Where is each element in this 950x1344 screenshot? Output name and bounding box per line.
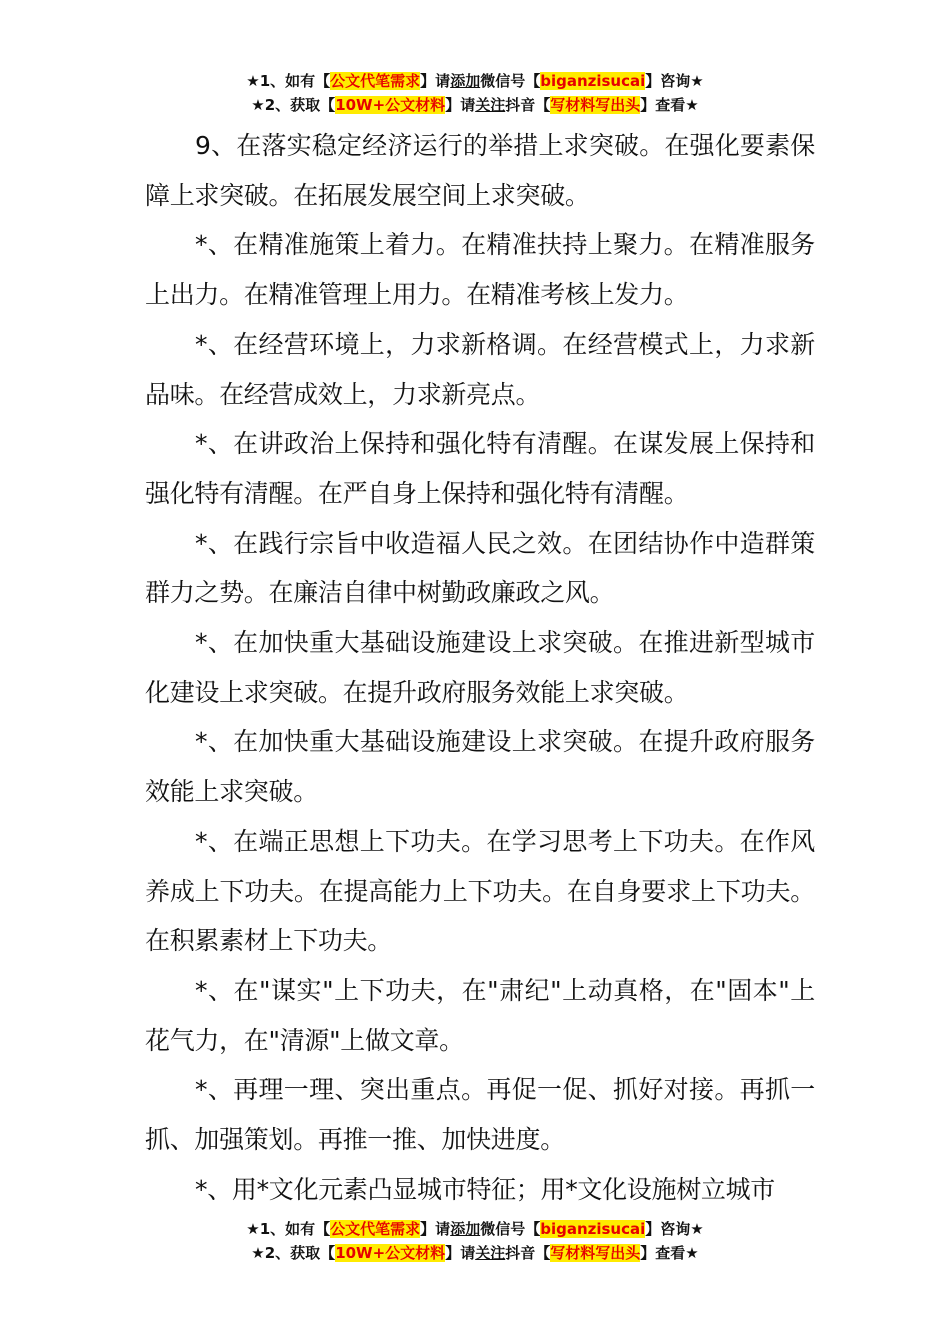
banner-text: ★2、获取【 xyxy=(251,96,336,114)
banner-text: 】请 xyxy=(445,96,476,114)
paragraph: 9、在落实稳定经济运行的举措上求突破。在强化要素保障上求突破。在拓展发展空间上求突破。 xyxy=(145,131,815,210)
banner-highlight: 公文代笔需求 xyxy=(330,72,421,90)
paragraph: *、在端正思想上下功夫。在学习思考上下功夫。在作风养成上下功夫。在提高能力上下功夫。在自身要求上下功夫。在积累素材上下功夫。 xyxy=(145,826,815,956)
document-body xyxy=(145,121,815,1214)
paragraph: *、在讲政治上保持和强化特有清醒。在谋发展上保持和强化特有清醒。在严自身上保持和强化特有清醒。 xyxy=(145,429,815,508)
banner-highlight: 10W+公文材料 xyxy=(335,1244,446,1262)
paragraph: *、在"谋实"上下功夫，在"肃纪"上动真格，在"固本"上花气力，在"清源"上做文章。 xyxy=(145,975,815,1055)
banner-text: 】咨询★ xyxy=(645,1220,704,1238)
banner-emphasis: 关注 xyxy=(475,1244,506,1262)
paragraph: *、在践行宗旨中收造福人民之效。在团结协作中造群策群力之势。在廉洁自律中树勤政廉政之风。 xyxy=(145,528,815,608)
footer-banner xyxy=(0,1217,950,1265)
banner-text: 微信号【 xyxy=(480,1220,541,1238)
paragraph: *、在精准施策上着力。在精准扶持上聚力。在精准服务上出力。在精准管理上用力。在精准考核上发力。 xyxy=(145,230,815,310)
banner-line-1 xyxy=(0,1217,950,1241)
banner-text: 】查看★ xyxy=(640,1244,699,1262)
banner-highlight: biganzisucai xyxy=(540,72,646,90)
header-banner xyxy=(0,69,950,117)
banner-text: ★1、如有【 xyxy=(246,1220,331,1238)
banner-highlight: biganzisucai xyxy=(540,1220,646,1238)
banner-line-2 xyxy=(0,1241,950,1265)
paragraph: *、再理一理、突出重点。再促一促、抓好对接。再抓一抓、加强策划。再推一推、加快进度。 xyxy=(145,1075,815,1155)
banner-line-1 xyxy=(0,69,950,93)
banner-text: 微信号【 xyxy=(480,72,541,90)
paragraph: *、在经营环境上，力求新格调。在经营模式上，力求新品味。在经营成效上，力求新亮点。 xyxy=(145,329,815,409)
banner-highlight: 10W+公文材料 xyxy=(335,96,446,114)
banner-highlight: 公文代笔需求 xyxy=(330,1220,421,1238)
banner-text: ★2、获取【 xyxy=(251,1244,336,1262)
banner-text: 抖音【 xyxy=(505,1244,551,1262)
paragraph: *、在加快重大基础设施建设上求突破。在推进新型城市化建设上求突破。在提升政府服务效能上求突破。 xyxy=(145,628,815,707)
banner-line-2 xyxy=(0,93,950,117)
banner-text: 抖音【 xyxy=(505,96,551,114)
banner-text: ★1、如有【 xyxy=(246,72,331,90)
banner-emphasis: 关注 xyxy=(475,96,506,114)
banner-text: 】请 xyxy=(445,1244,476,1262)
banner-text: 】查看★ xyxy=(640,96,699,114)
banner-text: 】请 xyxy=(420,1220,451,1238)
banner-highlight: 写材料写出头 xyxy=(550,96,641,114)
banner-text: 】请 xyxy=(420,72,451,90)
banner-emphasis: 添加 xyxy=(450,1220,481,1238)
banner-text: 】咨询★ xyxy=(645,72,704,90)
banner-highlight: 写材料写出头 xyxy=(550,1244,641,1262)
paragraph: *、在加快重大基础设施建设上求突破。在提升政府服务效能上求突破。 xyxy=(145,727,815,807)
paragraph: *、用*文化元素凸显城市特征；用*文化设施树立城市 xyxy=(195,1174,776,1204)
banner-emphasis: 添加 xyxy=(450,72,481,90)
